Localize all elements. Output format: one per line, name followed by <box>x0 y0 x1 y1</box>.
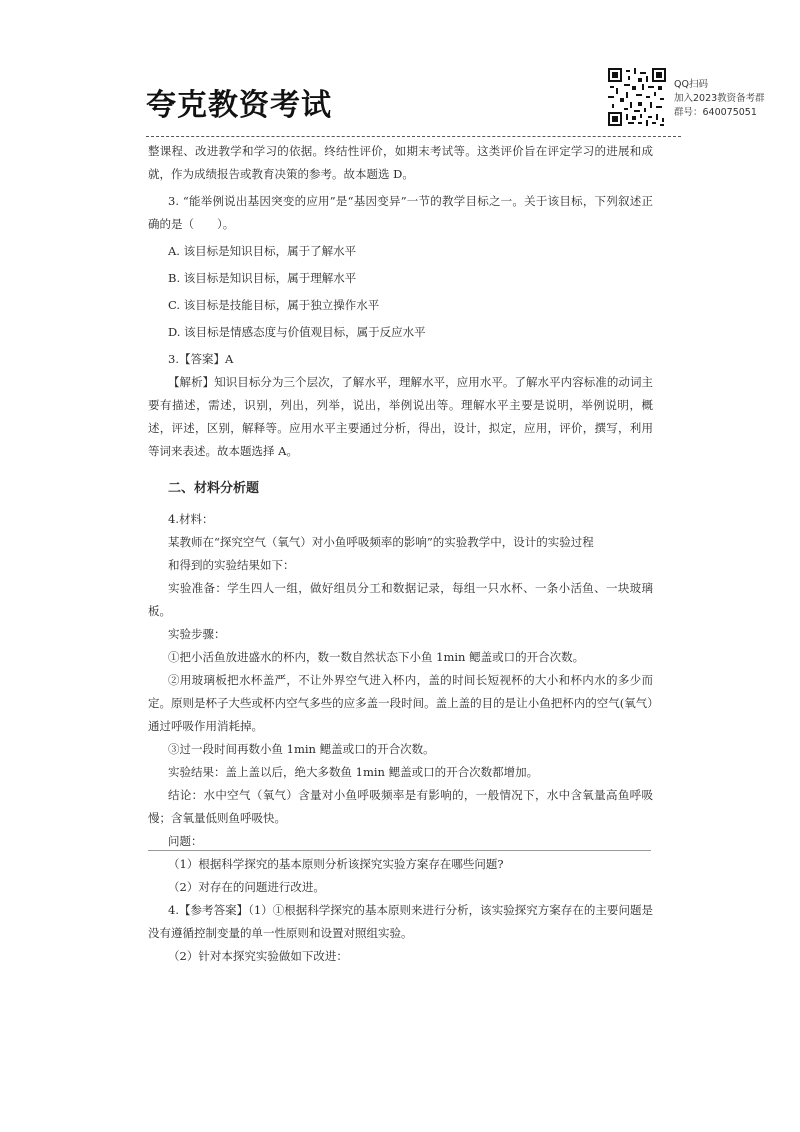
header-divider <box>146 136 681 137</box>
material-conclusion: 结论：水中空气（氧气）含量对小鱼呼吸频率是有影响的，一般情况下，水中含氧量高鱼呼吸慢；含氧量低则鱼呼吸快。 <box>148 788 653 825</box>
qr-caption-line1: QQ扫码 <box>674 79 708 90</box>
explanation-3: 【解析】知识目标分为三个层次，了解水平，理解水平，应用水平。了解水平内容标准的动词主要有描述，需述，识别，列出，列举，说出，举例说出等。理解水平主要是说明，举例说明，概述，评述，区别，解释等。应用水平主要通过分析，得出，设计，拟定，应用，评价，撰写，利用等词来表述。故本题选择 A。 <box>148 375 653 458</box>
material-result: 实验结果：盖上盖以后，绝大多数鱼 1min 鳃盖或口的开合次数都增加。 <box>168 765 539 779</box>
question-label: 问题： <box>168 834 203 848</box>
qr-code-icon <box>608 68 666 126</box>
material-label: 4.材料： <box>168 512 214 526</box>
qr-caption-line2: 加入2023教资备考群 <box>674 93 765 104</box>
material-step-1: ①把小活鱼放进盛水的杯内，数一数自然状态下小鱼 1min 鳃盖或口的开合次数。 <box>168 650 585 664</box>
material-line: 实验准备：学生四人一组，做好组员分工和数据记录，每组一只水杯、一条小活鱼、一块玻璃板。 <box>148 581 653 618</box>
question-3: 3. “能举例说出基因突变的应用”是“基因变异”一节的教学目标之一。关于该目标，下列叙述正确的是（ ）。 <box>148 194 653 231</box>
answer-3: 3.【答案】A <box>168 352 234 366</box>
material-line: 某教师在“探究空气（氧气）对小鱼呼吸频率的影响”的实验教学中，设计的实验过程 <box>168 535 594 549</box>
question-4-1: （1）根据科学探究的基本原则分析该探究实验方案存在哪些问题? <box>168 857 504 871</box>
option-a: A. 该目标是知识目标，属于了解水平 <box>168 244 357 258</box>
qr-caption <box>674 78 765 120</box>
option-d: D. 该目标是情感态度与价值观目标，属于反应水平 <box>168 325 426 339</box>
answer-4-part2: （2）针对本探究实验做如下改进： <box>168 949 348 963</box>
material-step-2: ②用玻璃板把水杯盖严，不让外界空气进入杯内，盖的时间长短视杯的大小和杯内水的多少而定。原则是杯子大些或杯内空气多些的应多盖一段时间。盖上盖的目的是让小鱼把杯内的空气(氧气）通过呼吸作用消耗掉。 <box>148 673 653 733</box>
footer-divider <box>148 850 651 851</box>
answer-4: 4.【参考答案】（1）①根据科学探究的基本原则来进行分析，该实验探究方案存在的主要问题是没有遵循控制变量的单一性原则和设置对照组实验。 <box>148 903 653 940</box>
paragraph-continuation: 整课程、改进教学和学习的依据。终结性评价，如期末考试等。这类评价旨在评定学习的进展和成就，作为成绩报告或教育决策的参考。故本题选 D。 <box>148 144 653 181</box>
section-heading: 二、材料分析题 <box>168 481 260 496</box>
option-c: C. 该目标是技能目标，属于独立操作水平 <box>168 298 380 312</box>
qr-caption-line3: 群号：640075051 <box>674 107 757 118</box>
option-b: B. 该目标是知识目标，属于理解水平 <box>168 271 357 285</box>
material-line: 实验步骤： <box>168 627 226 641</box>
document-body <box>148 140 653 968</box>
material-line: 和得到的实验结果如下： <box>168 558 295 572</box>
question-4-2: （2）对存在的问题进行改进。 <box>168 880 325 894</box>
material-step-3: ③过一段时间再数小鱼 1min 鳃盖或口的开合次数。 <box>168 742 435 756</box>
brand-title: 夸克教资考试 <box>146 88 332 123</box>
